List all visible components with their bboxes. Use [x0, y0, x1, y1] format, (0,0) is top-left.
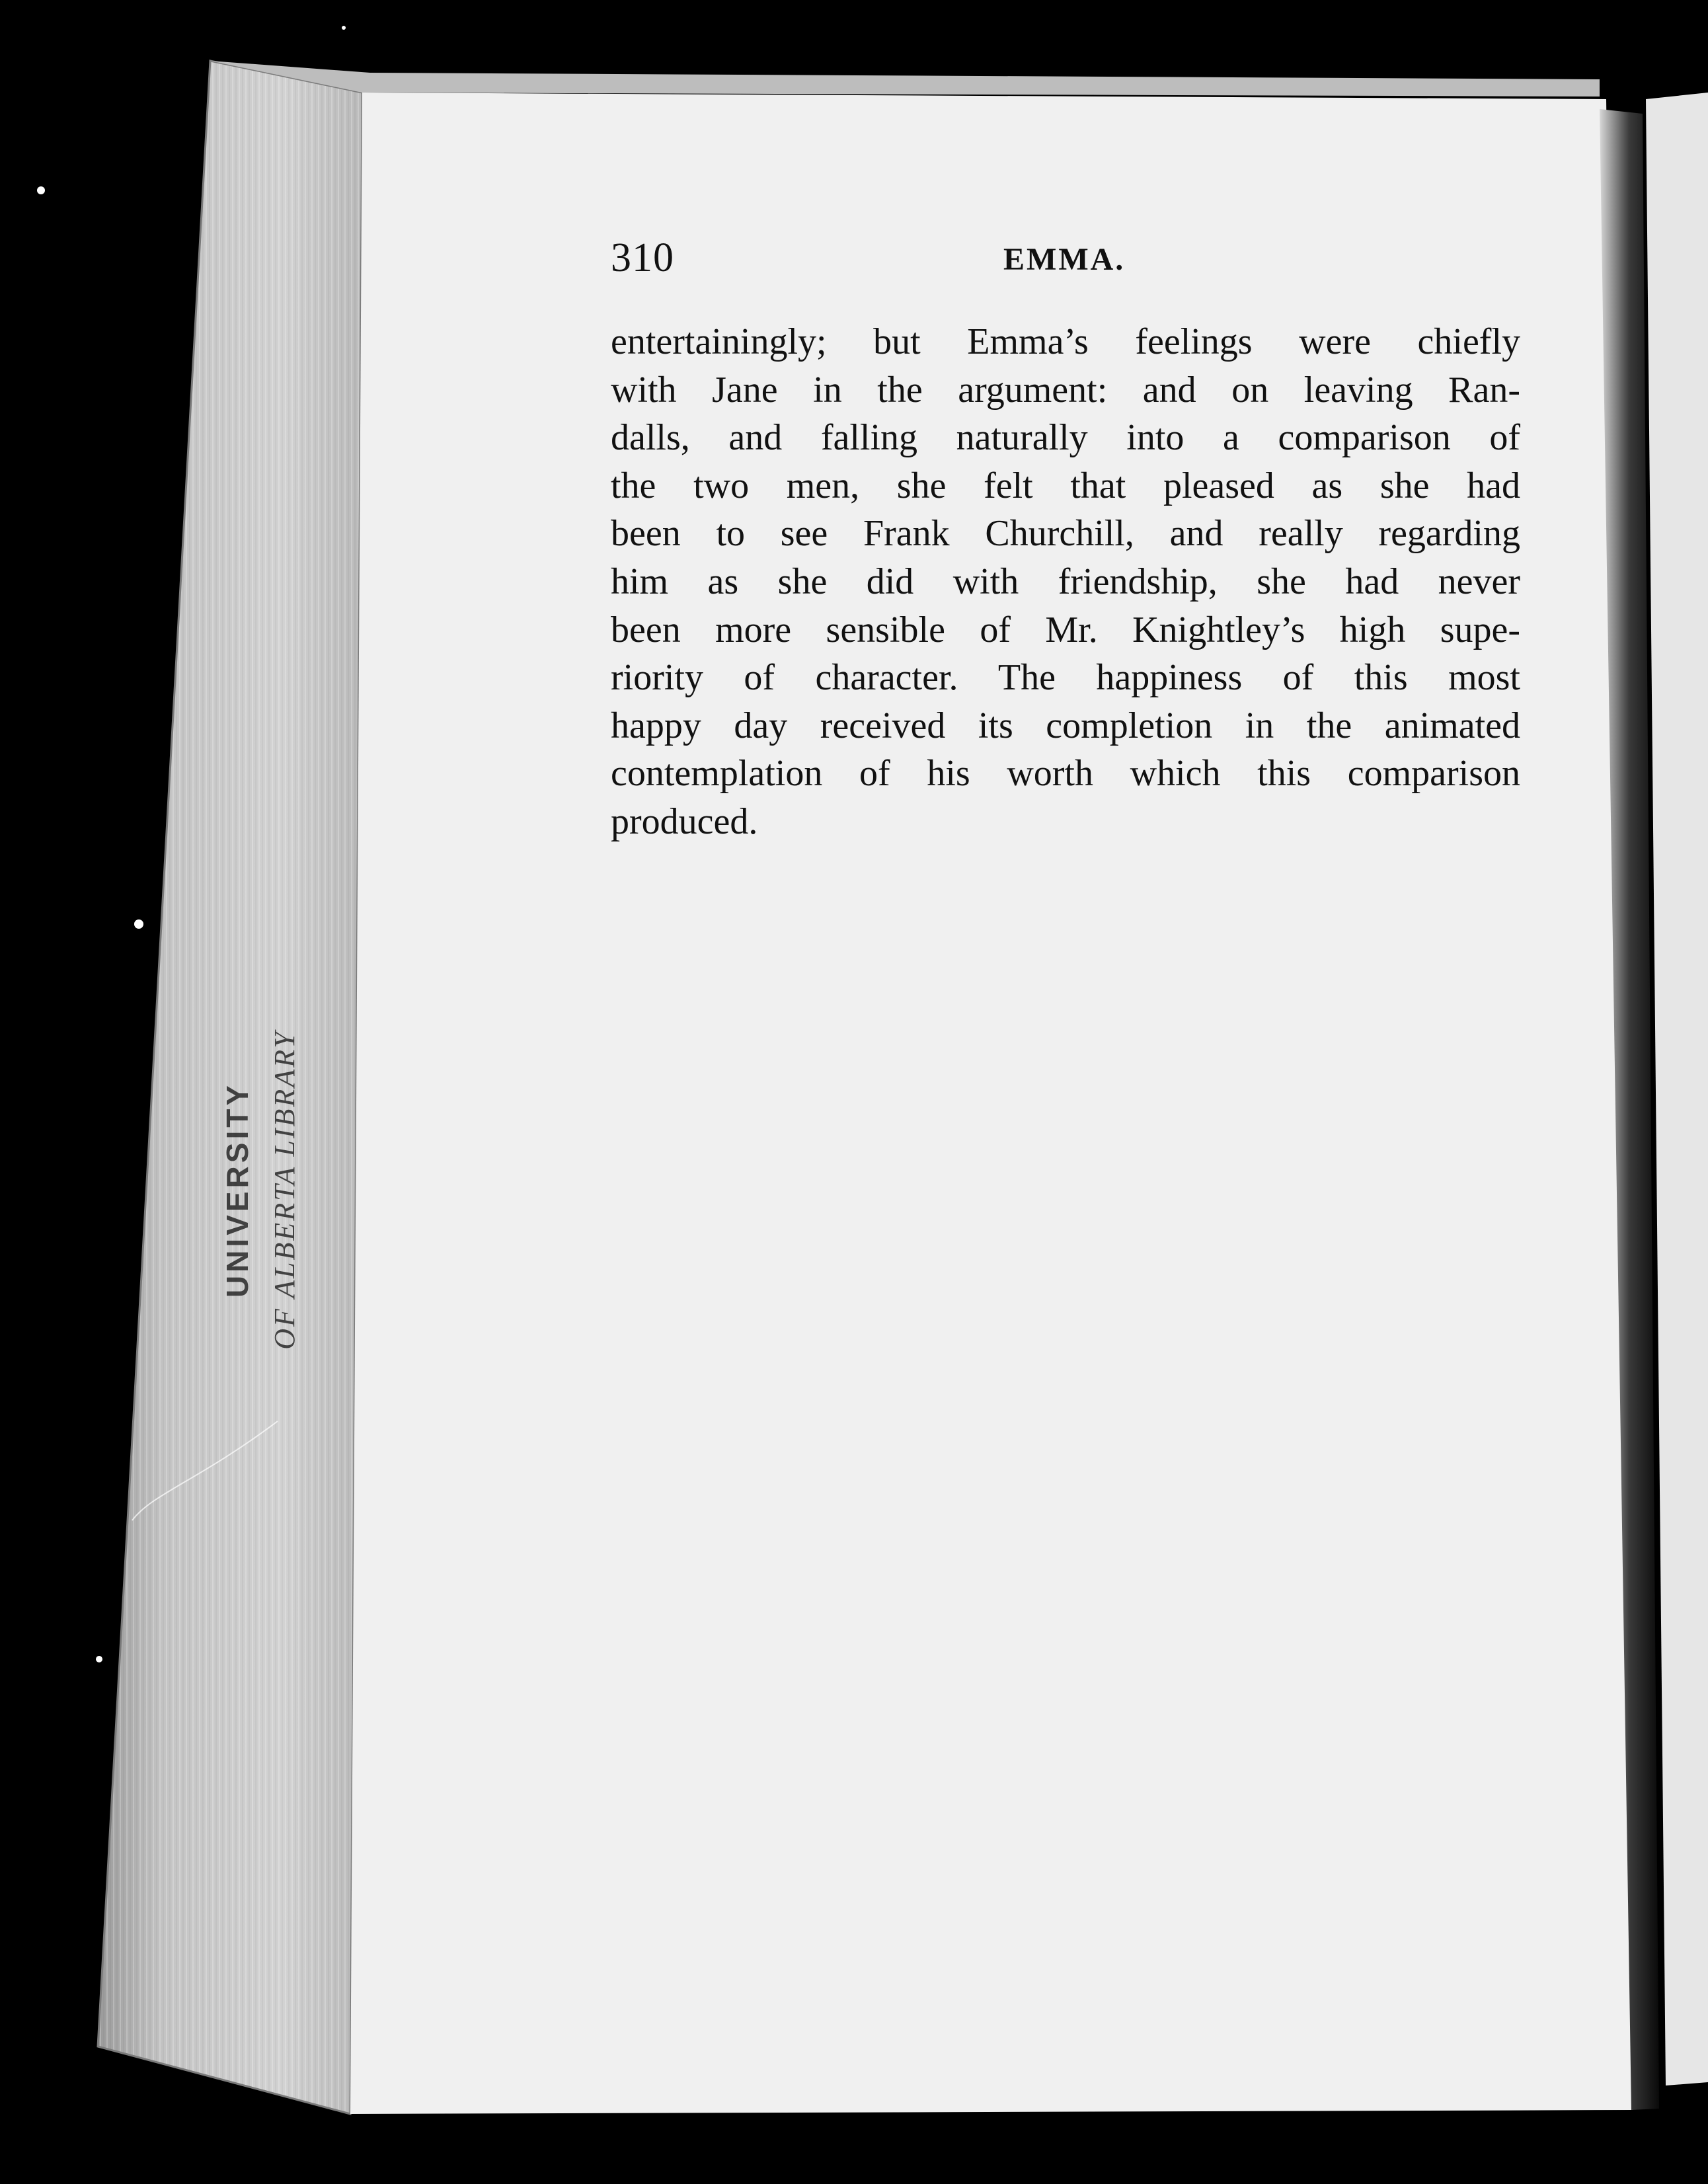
text-line: entertainingly; but Emma’s feelings were chiefly	[611, 321, 1520, 362]
stamp-line-library: OF ALBERTA LIBRARY	[268, 1030, 301, 1350]
text-line: produced.	[611, 800, 758, 842]
text-line: riority of character. The happiness of this most	[611, 657, 1520, 699]
running-head	[611, 235, 1520, 281]
library-edge-stamp	[214, 939, 309, 1441]
stamp-line-university: UNIVERSITY	[220, 1081, 254, 1298]
text-line: been more sensible of Mr. Knightley’s high supe-	[611, 609, 1520, 650]
page-content	[611, 235, 1520, 846]
page-number: 310	[611, 235, 674, 280]
top-page-edge	[210, 61, 1600, 97]
text-line: happy day received its completion in the animated	[611, 705, 1520, 746]
text-line: him as she did with friendship, she had never	[611, 561, 1520, 602]
text-line: with Jane in the argument: and on leaving Ran-	[611, 369, 1520, 410]
text-line: contemplation of his worth which this comparison	[611, 753, 1520, 795]
running-title: EMMA.	[1003, 242, 1126, 277]
text-line: been to see Frank Churchill, and really regarding	[611, 513, 1520, 555]
text-line: the two men, she felt that pleased as she had	[611, 465, 1520, 506]
body-paragraph	[611, 318, 1520, 846]
text-line: dalls, and falling naturally into a comparison of	[611, 417, 1520, 459]
